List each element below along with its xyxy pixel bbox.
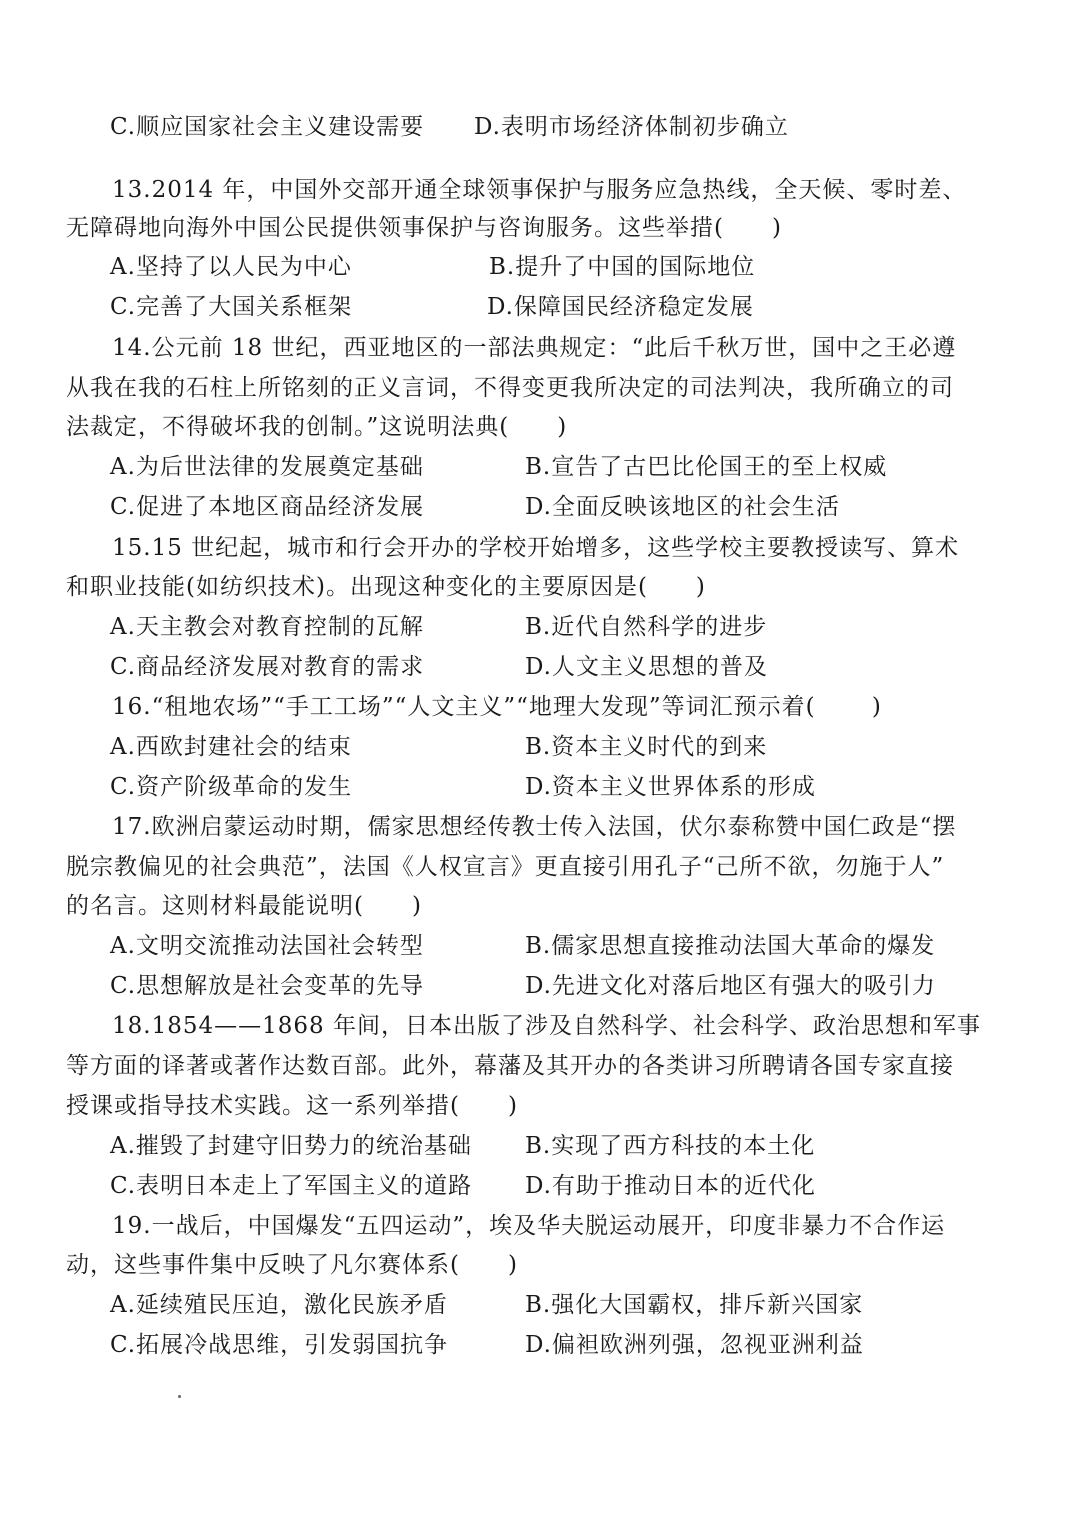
q15-option-b: B.近代自然科学的进步: [525, 614, 768, 640]
q16-stem-line-1: 16.“租地农场”“手工工场”“人文主义”“地理大发现”等词汇预示着( ): [112, 694, 882, 720]
q13-option-a: A.坚持了以人民为中心: [110, 254, 352, 280]
q15-stem-line-1: 15.15 世纪起，城市和行会开办的学校开始增多，这些学校主要教授读写、算术: [112, 535, 960, 561]
prev-option-d: D.表明市场经济体制初步确立: [474, 114, 789, 140]
q17-option-d: D.先进文化对落后地区有强大的吸引力: [525, 973, 936, 999]
q18-option-c: C.表明日本走上了军国主义的道路: [110, 1173, 473, 1199]
q15-option-a: A.天主教会对教育控制的瓦解: [110, 614, 424, 640]
q16-option-d: D.资本主义世界体系的形成: [525, 774, 816, 800]
q17-option-c: C.思想解放是社会变革的先导: [110, 973, 425, 999]
q17-option-b: B.儒家思想直接推动法国大革命的爆发: [525, 933, 936, 959]
q13-option-c: C.完善了大国关系框架: [110, 294, 353, 320]
q19-option-a: A.延续殖民压迫，激化民族矛盾: [110, 1292, 448, 1318]
q18-stem-line-3: 授课或指导技术实践。这一系列举措( ): [66, 1093, 518, 1119]
q15-option-d: D.人文主义思想的普及: [525, 654, 768, 680]
q14-stem-line-3: 法裁定，不得破坏我的创制。”这说明法典( ): [66, 414, 568, 440]
q17-stem-line-1: 17.欧洲启蒙运动时期，儒家思想经传教士传入法国，伏尔泰称赞中国仁政是“摆: [112, 814, 957, 840]
q14-option-b: B.宣告了古巴比伦国王的至上权威: [525, 454, 888, 480]
q19-option-d: D.偏袒欧洲列强，忽视亚洲利益: [525, 1332, 864, 1358]
q18-stem-line-2: 等方面的译著或著作达数百部。此外，幕藩及其开办的各类讲习所聘请各国专家直接: [66, 1053, 954, 1079]
q14-option-d: D.全面反映该地区的社会生活: [525, 494, 840, 520]
q16-option-c: C.资产阶级革命的发生: [110, 774, 353, 800]
q14-stem-line-2: 从我在我的石柱上所铭刻的正义言词，不得变更我所决定的司法判决，我所确立的司: [66, 375, 954, 401]
q14-option-a: A.为后世法律的发展奠定基础: [110, 454, 424, 480]
q18-option-b: B.实现了西方科技的本土化: [525, 1133, 816, 1159]
q17-stem-line-2: 脱宗教偏见的社会典范”，法国《人权宣言》更直接引用孔子“己所不欲，勿施于人”: [66, 854, 945, 880]
q18-option-a: A.摧毁了封建守旧势力的统治基础: [110, 1133, 472, 1159]
q18-stem-line-1: 18.1854——1868 年间，日本出版了涉及自然科学、社会科学、政治思想和军事: [112, 1013, 981, 1039]
q19-stem-line-1: 19.一战后，中国爆发“五四运动”，埃及华夫脱运动展开，印度非暴力不合作运: [112, 1213, 946, 1239]
q15-option-c: C.商品经济发展对教育的需求: [110, 654, 425, 680]
scan-speck: [178, 1395, 181, 1398]
q13-option-d: D.保障国民经济稳定发展: [487, 294, 754, 320]
q16-option-a: A.西欧封建社会的结束: [110, 734, 352, 760]
q14-stem-line-1: 14.公元前 18 世纪，西亚地区的一部法典规定：“此后千秋万世，国中之王必遵: [112, 335, 957, 361]
q14-option-c: C.促进了本地区商品经济发展: [110, 494, 425, 520]
q15-stem-line-2: 和职业技能(如纺织技术)。出现这种变化的主要原因是( ): [66, 574, 706, 600]
q13-option-b: B.提升了中国的国际地位: [489, 254, 756, 280]
q16-option-b: B.资本主义时代的到来: [525, 734, 768, 760]
q18-option-d: D.有助于推动日本的近代化: [525, 1173, 816, 1199]
prev-option-c: C.顺应国家社会主义建设需要: [110, 114, 425, 140]
q19-stem-line-2: 动，这些事件集中反映了凡尔赛体系( ): [66, 1252, 518, 1278]
q17-option-a: A.文明交流推动法国社会转型: [110, 933, 424, 959]
q13-stem-line-2: 无障碍地向海外中国公民提供领事保护与咨询服务。这些举措( ): [66, 215, 782, 241]
q19-option-b: B.强化大国霸权，排斥新兴国家: [525, 1292, 864, 1318]
q19-option-c: C.拓展冷战思维，引发弱国抗争: [110, 1332, 449, 1358]
q13-stem-line-1: 13.2014 年，中国外交部开通全球领事保护与服务应急热线，全天候、零时差、: [112, 177, 967, 203]
q17-stem-line-3: 的名言。这则材料最能说明( ): [66, 893, 422, 919]
